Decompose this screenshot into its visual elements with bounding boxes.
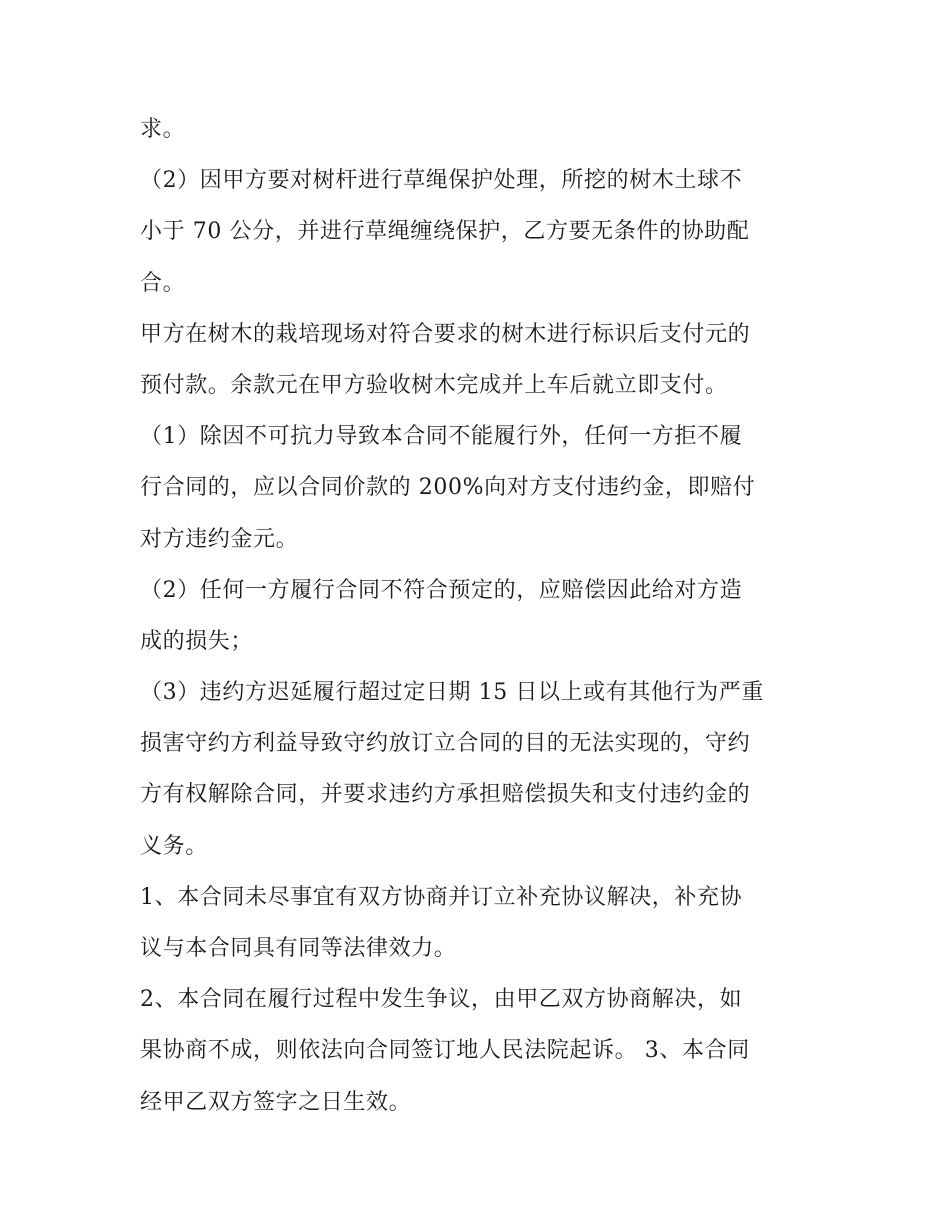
- text-line: 合。: [140, 270, 186, 296]
- text-line: 2、本合同在履行过程中发生争议，由甲乙双方协商解决，如: [140, 987, 743, 1013]
- text-line: （2）因甲方要对树杆进行草绳保护处理，所挖的树木土球不: [140, 168, 743, 194]
- text-line: 议与本合同具有同等法律效力。: [140, 936, 457, 961]
- document-page: [140, 104, 820, 1128]
- text-line: 1、本合同未尽事宜有双方协商并订立补充协议解决，补充协: [140, 884, 743, 910]
- text-line: （1）除因不可抗力导致本合同不能履行外，任何一方拒不履: [140, 424, 743, 450]
- text-line: 果协商不成，则依法向合同签订地人民法院起诉。 3、本合同: [140, 1038, 750, 1064]
- text-line: 成的损失；: [140, 628, 254, 654]
- text-line: 对方违约金元。: [140, 526, 299, 552]
- text-line: （3）违约方迟延履行超过定日期 15 日以上或有其他行为严重: [140, 680, 764, 706]
- text-line: 小于 70 公分，并进行草绳缠绕保护，乙方要无条件的协助配: [140, 219, 750, 245]
- text-line: 义务。: [140, 833, 208, 859]
- text-line: （2）任何一方履行合同不符合预定的，应赔偿因此给对方造: [140, 577, 743, 603]
- text-line: 求。: [140, 117, 186, 142]
- text-line: 损害守约方利益导致守约放订立合同的目的无法实现的，守约: [140, 731, 751, 757]
- text-line: 方有权解除合同，并要求违约方承担赔偿损失和支付违约金的: [140, 782, 751, 808]
- text-line: 经甲乙双方签字之日生效。: [140, 1089, 412, 1115]
- text-line: 甲方在树木的栽培现场对符合要求的树木进行标识后支付元的: [140, 321, 751, 347]
- text-line: 预付款。余款元在甲方验收树木完成并上车后就立即支付。: [140, 372, 728, 398]
- text-line: 行合同的，应以合同价款的 200%向对方支付违约金，即赔付: [140, 475, 756, 501]
